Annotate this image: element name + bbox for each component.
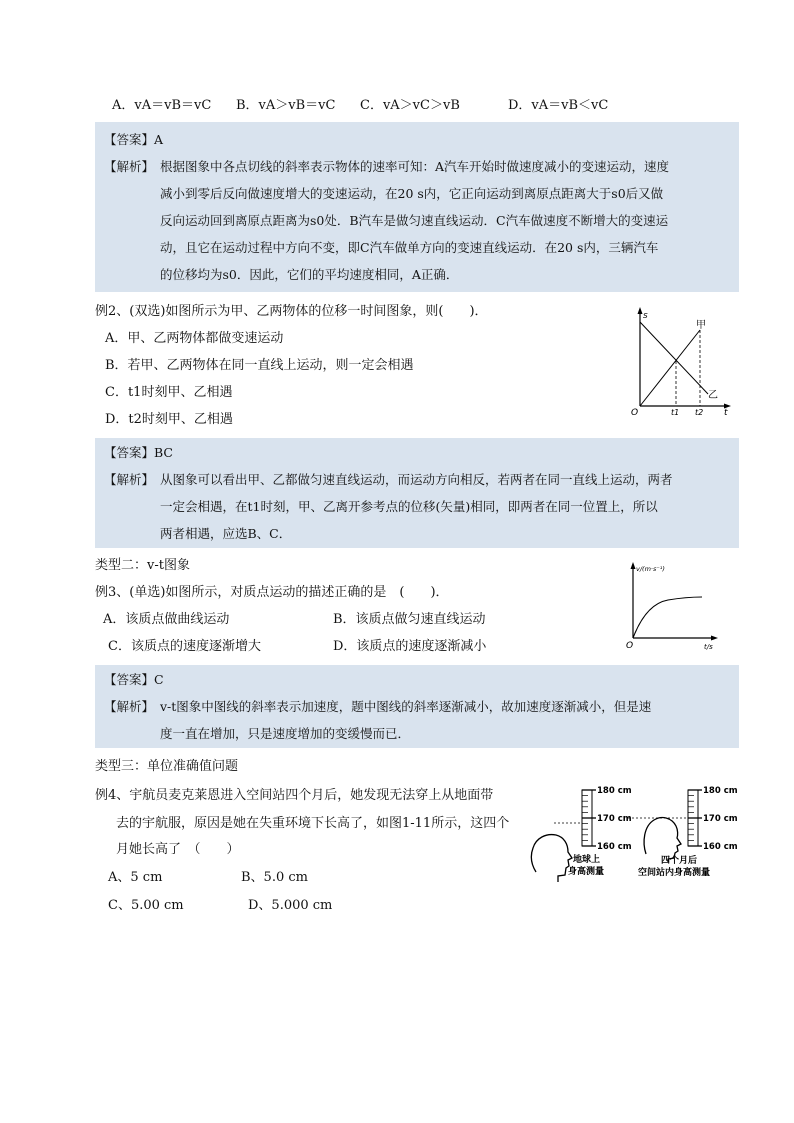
example-4-option-d: D、5.000 cm (248, 898, 333, 913)
displacement-time-graph (628, 306, 734, 418)
example-4-option-a: A、5 cm (108, 870, 163, 885)
example-2-option-a: A．甲、乙两物体都做变速运动 (105, 331, 284, 346)
q1-option-d: D．vA＝vB＜vC (508, 98, 609, 113)
velocity-curve (633, 597, 702, 638)
example-2-stem: 例2、(双选)如图所示为甲、乙两物体的位移一时间图象，则( )． (95, 304, 488, 319)
left-ruler (582, 786, 632, 852)
graph2-y-label: s (643, 311, 648, 321)
right-scale-180: 180 cm (703, 786, 738, 796)
section-heading-type3: 类型三：单位准确值问题 (95, 759, 239, 774)
height-measurement-figure (528, 780, 742, 882)
answer-2-label: 【答案】BC (104, 445, 173, 460)
explanation-1-line: 减小到零后反向做速度增大的变速运动，在20 s内，它正向运动到离原点距离大于s0后又做 (160, 186, 664, 201)
q1-option-b: B．vA＞vB＝vC (236, 98, 336, 113)
graph3-x-label: t/s (704, 643, 713, 651)
answer-3-label: 【答案】C (104, 672, 164, 687)
s-axis-arrow (638, 307, 643, 314)
line-jia (640, 330, 700, 406)
example-3-option-c: C．该质点的速度逐渐增大 (108, 639, 261, 654)
v-axis-arrow (631, 562, 636, 569)
graph3-origin: O (626, 641, 634, 651)
example-3-option-b: B．该质点做匀速直线运动 (333, 612, 486, 627)
left-scale-170: 170 cm (597, 814, 632, 824)
explanation-1-label: 【解析】 (104, 159, 155, 174)
graph2-x-label: t (724, 408, 728, 418)
example-3-option-a: A．该质点做曲线运动 (103, 612, 230, 627)
graph2-t1: t1 (671, 408, 680, 417)
explanation-3-label: 【解析】 (104, 699, 155, 714)
example-4-option-c: C、5.00 cm (108, 898, 184, 913)
example-2-option-c: C．t1时刻甲、乙相遇 (105, 385, 233, 400)
answer-box-1 (95, 122, 739, 292)
explanation-1-line: 反向运动回到离原点距离为s0处．B汽车是做匀速直线运动．C汽车做速度不断增大的变速运 (160, 213, 669, 228)
explanation-1-line: 的位移均为s0．因此，它们的平均速度相同，A正确． (160, 267, 459, 282)
example-3-stem: 例3、(单选)如图所示，对质点运动的描述正确的是 ( )． (95, 585, 449, 600)
right-ruler (688, 786, 738, 852)
explanation-1-line: 动，且它在运动过程中方向不变，即C汽车做单方向的变速直线运动．在20 s内，三辆汽车 (160, 240, 659, 255)
left-scale-180: 180 cm (597, 786, 632, 796)
example-2-option-b: B．若甲、乙两物体在同一直线上运动，则一定会相遇 (105, 358, 414, 373)
explanation-2-line: 一定会相遇，在t1时刻，甲、乙离开参考点的位移(矢量)相同，即两者在同一位置上，所以 (160, 499, 658, 514)
t-axis-arrow (711, 636, 718, 641)
example-2-option-d: D．t2时刻甲、乙相遇 (105, 412, 233, 427)
graph2-t2: t2 (695, 408, 704, 417)
velocity-time-graph (624, 560, 720, 652)
example-4-stem-line: 例4、宇航员麦克莱恩进入空间站四个月后，她发现无法穿上从地面带 (95, 788, 494, 803)
example-4-option-b: B、5.0 cm (241, 870, 308, 885)
explanation-2-line: 两者相遇，应选B、C． (160, 526, 292, 541)
left-caption-1: 地球上 (573, 855, 601, 865)
answer-box-3 (95, 665, 739, 748)
example-4-stem-line: 月她长高了 （ ） (116, 842, 240, 857)
explanation-3-line: v-t图象中图线的斜率表示加速度，题中图线的斜率逐渐减小，故加速度逐渐减小，但是速 (160, 699, 652, 714)
example-4-stem-line: 去的宇航服，原因是她在失重环境下长高了，如图1-11所示，这四个 (116, 816, 510, 831)
explanation-2-label: 【解析】 (104, 472, 155, 487)
q1-option-c: C．vA＞vC＞vB (360, 98, 460, 113)
graph3-y-label: v/(m·s⁻¹) (636, 565, 665, 573)
section-heading-type2: 类型二：v-t图象 (95, 558, 190, 573)
answer-box-2 (95, 438, 739, 548)
example-3-option-d: D．该质点的速度逐渐减小 (333, 639, 487, 654)
left-scale-160: 160 cm (597, 842, 632, 852)
right-scale-170: 170 cm (703, 814, 738, 824)
graph2-origin: O (631, 408, 639, 418)
graph2-line2-label: 乙 (708, 390, 718, 401)
explanation-3-line: 度一直在增加，只是速度增加的变缓慢而已． (160, 726, 411, 741)
right-scale-160: 160 cm (703, 842, 738, 852)
right-caption-2: 空间站内身高测量 (638, 868, 711, 878)
explanation-2-line: 从图象可以看出甲、乙都做匀速直线运动，而运动方向相反，若两者在同一直线上运动，两者 (160, 472, 673, 487)
right-caption-1: 四个月后 (661, 856, 698, 866)
left-caption-2: 身高测量 (568, 867, 605, 877)
explanation-1-line: 根据图象中各点切线的斜率表示物体的速率可知：A汽车开始时做速度减小的变速运动，速度 (160, 159, 670, 174)
left-head-icon (531, 835, 572, 882)
answer-1-label: 【答案】A (104, 132, 164, 147)
q1-option-a: A．vA＝vB＝vC (112, 98, 212, 113)
graph2-line1-label: 甲 (696, 320, 706, 331)
